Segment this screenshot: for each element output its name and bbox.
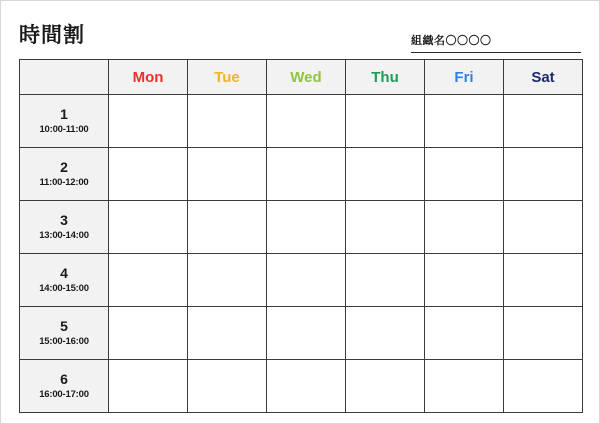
- table-row: [20, 95, 583, 148]
- slot-cell[interactable]: [188, 307, 267, 360]
- period-number: 3: [60, 212, 68, 229]
- period-number: 4: [60, 265, 68, 282]
- slot-cell[interactable]: [346, 360, 425, 413]
- day-header-wed: [267, 60, 346, 95]
- table-row: [20, 201, 583, 254]
- slot-cell[interactable]: [346, 307, 425, 360]
- day-header-sat: [504, 60, 583, 95]
- slot-cell[interactable]: [425, 148, 504, 201]
- period-number: 5: [60, 318, 68, 335]
- slot-cell[interactable]: [109, 360, 188, 413]
- table-row: [20, 148, 583, 201]
- slot-cell[interactable]: [267, 307, 346, 360]
- slot-cell[interactable]: [425, 360, 504, 413]
- day-label: Fri: [454, 68, 474, 86]
- slot-cell[interactable]: [188, 254, 267, 307]
- slot-cell[interactable]: [267, 360, 346, 413]
- page-title: 時間割: [19, 24, 85, 47]
- timetable: [19, 59, 583, 413]
- slot-cell[interactable]: [188, 148, 267, 201]
- slot-cell[interactable]: [425, 254, 504, 307]
- corner-cell: [20, 60, 109, 95]
- day-label: Tue: [214, 68, 240, 86]
- period-header-5: [20, 307, 109, 360]
- slot-cell[interactable]: [346, 201, 425, 254]
- slot-cell[interactable]: [346, 95, 425, 148]
- period-time: 11:00-12:00: [39, 176, 89, 188]
- slot-cell[interactable]: [267, 254, 346, 307]
- slot-cell[interactable]: [504, 95, 583, 148]
- period-header-6: [20, 360, 109, 413]
- header-row: [20, 60, 583, 95]
- slot-cell[interactable]: [346, 148, 425, 201]
- slot-cell[interactable]: [267, 148, 346, 201]
- slot-cell[interactable]: [504, 148, 583, 201]
- slot-cell[interactable]: [109, 95, 188, 148]
- slot-cell[interactable]: [504, 307, 583, 360]
- period-time: 14:00-15:00: [39, 282, 89, 294]
- table-row: [20, 360, 583, 413]
- timetable-head: [20, 60, 583, 95]
- period-time: 10:00-11:00: [39, 123, 89, 135]
- slot-cell[interactable]: [188, 360, 267, 413]
- day-label: Sat: [531, 68, 555, 86]
- slot-cell[interactable]: [504, 360, 583, 413]
- table-row: [20, 254, 583, 307]
- slot-cell[interactable]: [267, 95, 346, 148]
- slot-cell[interactable]: [109, 148, 188, 201]
- slot-cell[interactable]: [109, 307, 188, 360]
- page-header: [19, 13, 581, 53]
- slot-cell[interactable]: [425, 95, 504, 148]
- day-header-mon: [109, 60, 188, 95]
- period-time: 13:00-14:00: [39, 229, 89, 241]
- slot-cell[interactable]: [425, 201, 504, 254]
- period-number: 2: [60, 159, 68, 176]
- day-label: Thu: [371, 68, 399, 86]
- timetable-body: [20, 95, 583, 413]
- slot-cell[interactable]: [109, 201, 188, 254]
- day-label: Mon: [132, 68, 164, 86]
- period-time: 15:00-16:00: [39, 335, 89, 347]
- day-header-fri: [425, 60, 504, 95]
- period-number: 6: [60, 371, 68, 388]
- organization-field[interactable]: [411, 31, 581, 53]
- day-header-tue: [188, 60, 267, 95]
- slot-cell[interactable]: [425, 307, 504, 360]
- slot-cell[interactable]: [188, 95, 267, 148]
- slot-cell[interactable]: [188, 201, 267, 254]
- organization-label: 組織名〇〇〇〇: [411, 35, 492, 47]
- period-header-1: [20, 95, 109, 148]
- period-number: 1: [60, 106, 68, 123]
- slot-cell[interactable]: [267, 201, 346, 254]
- slot-cell[interactable]: [346, 254, 425, 307]
- period-time: 16:00-17:00: [39, 388, 89, 400]
- slot-cell[interactable]: [109, 254, 188, 307]
- slot-cell[interactable]: [504, 254, 583, 307]
- day-label: Wed: [290, 68, 322, 86]
- slot-cell[interactable]: [504, 201, 583, 254]
- table-row: [20, 307, 583, 360]
- period-header-3: [20, 201, 109, 254]
- period-header-4: [20, 254, 109, 307]
- day-header-thu: [346, 60, 425, 95]
- period-header-2: [20, 148, 109, 201]
